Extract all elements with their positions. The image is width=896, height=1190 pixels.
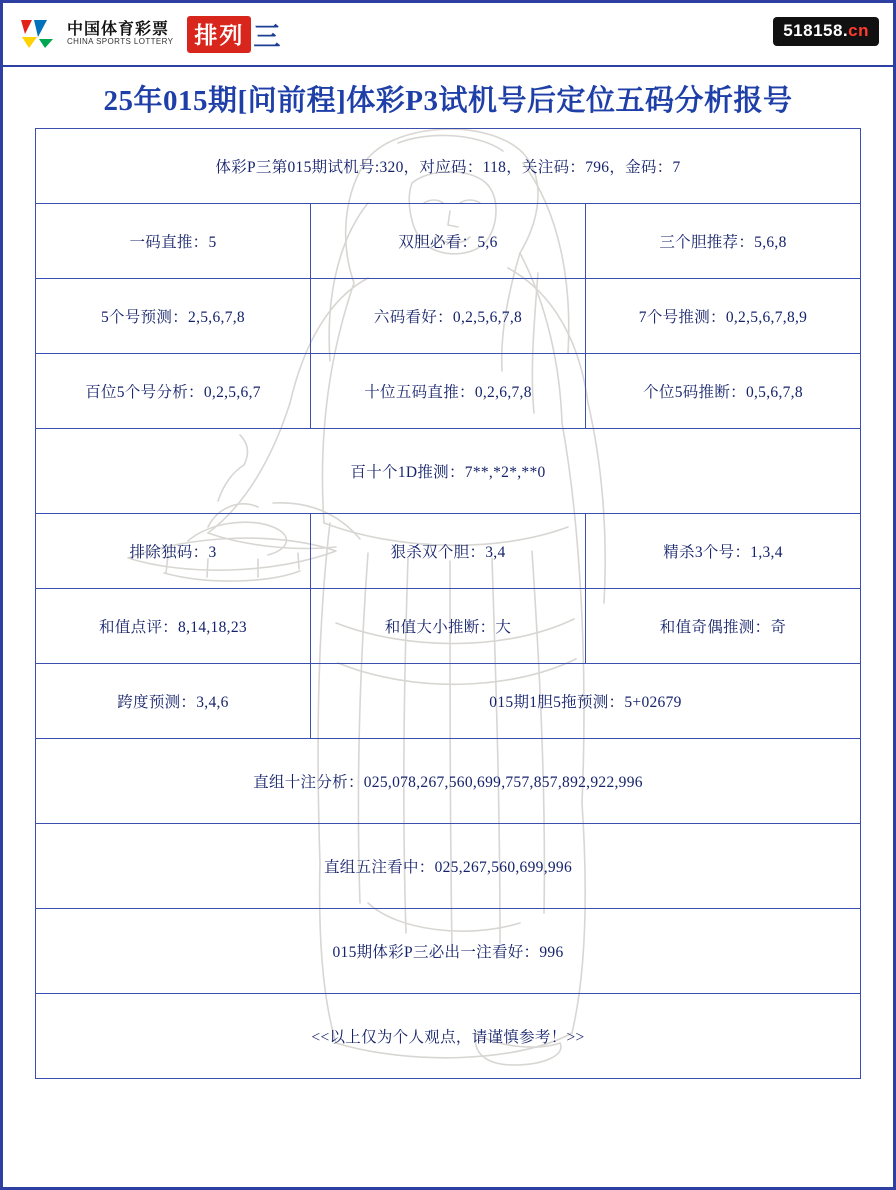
table-row [36, 589, 861, 664]
cell-six-number-forecast: 六码看好：0,2,5,6,7,8 [311, 279, 586, 354]
table-row [36, 129, 861, 204]
logo-chinese-name: 中国体育彩票 [67, 20, 170, 38]
cell-units-analysis: 个位5码推断：0,5,6,7,8 [586, 354, 861, 429]
table-row [36, 514, 861, 589]
table-row [36, 739, 861, 824]
cell-double-dan: 双胆必看：5,6 [311, 204, 586, 279]
cell-kill-three-numbers: 精杀3个号：1,3,4 [586, 514, 861, 589]
cell-test-number-summary: 体彩P三第015期试机号:320，对应码：118，关注码：796，金码：7 [36, 129, 861, 204]
table-row [36, 994, 861, 1079]
cell-span-forecast: 跨度预测：3,4,6 [36, 664, 311, 739]
badge-paile-label: 排列 [187, 16, 251, 53]
cell-single-bet-pick: 015期体彩P三必出一注看好：996 [36, 909, 861, 994]
logo-text-block [67, 21, 173, 47]
cell-sum-review: 和值点评：8,14,18,23 [36, 589, 311, 664]
lottery-logo [17, 15, 281, 54]
table-row [36, 909, 861, 994]
cell-exclude-code: 排除独码：3 [36, 514, 311, 589]
cell-seven-number-forecast: 7个号推测：0,2,5,6,7,8,9 [586, 279, 861, 354]
cell-1d-forecast: 百十个1D推测：7**,*2*,**0 [36, 429, 861, 514]
site-name-text: 518158. [783, 21, 849, 40]
cell-sum-size: 和值大小推断：大 [311, 589, 586, 664]
cell-dan-tuo-forecast: 015期1胆5拖预测：5+02679 [311, 664, 861, 739]
cell-tens-analysis: 十位五码直推：0,2,6,7,8 [311, 354, 586, 429]
table-row [36, 824, 861, 909]
table-row [36, 204, 861, 279]
cell-five-bets-pick: 直组五注看中：025,267,560,699,996 [36, 824, 861, 909]
table-row [36, 664, 861, 739]
analysis-table [35, 128, 861, 1079]
table-row [36, 279, 861, 354]
site-watermark-tag [773, 17, 879, 46]
cell-sum-parity: 和值奇偶推测：奇 [586, 589, 861, 664]
page-title: 25年015期[问前程]体彩P3试机号后定位五码分析报号 [103, 85, 793, 117]
sports-lottery-logo-icon [17, 17, 59, 51]
game-brand-badge [187, 15, 281, 54]
cell-hundreds-analysis: 百位5个号分析：0,2,5,6,7 [36, 354, 311, 429]
logo-english-name: CHINA SPORTS LOTTERY [67, 37, 174, 47]
cell-five-number-forecast: 5个号预测：2,5,6,7,8 [36, 279, 311, 354]
table-row [36, 354, 861, 429]
cell-kill-two-dan: 狠杀双个胆：3,4 [311, 514, 586, 589]
cell-three-dan: 三个胆推荐：5,6,8 [586, 204, 861, 279]
site-header [3, 3, 893, 65]
analysis-table-container [35, 128, 861, 1079]
badge-san-label: 三 [253, 21, 282, 52]
table-row [36, 429, 861, 514]
cell-ten-bets-analysis: 直组十注分析：025,078,267,560,699,757,857,892,922,996 [36, 739, 861, 824]
cell-disclaimer: <<以上仅为个人观点，请谨慎参考！>> [36, 994, 861, 1079]
site-domain-text: cn [848, 21, 869, 40]
cell-single-code: 一码直推：5 [36, 204, 311, 279]
